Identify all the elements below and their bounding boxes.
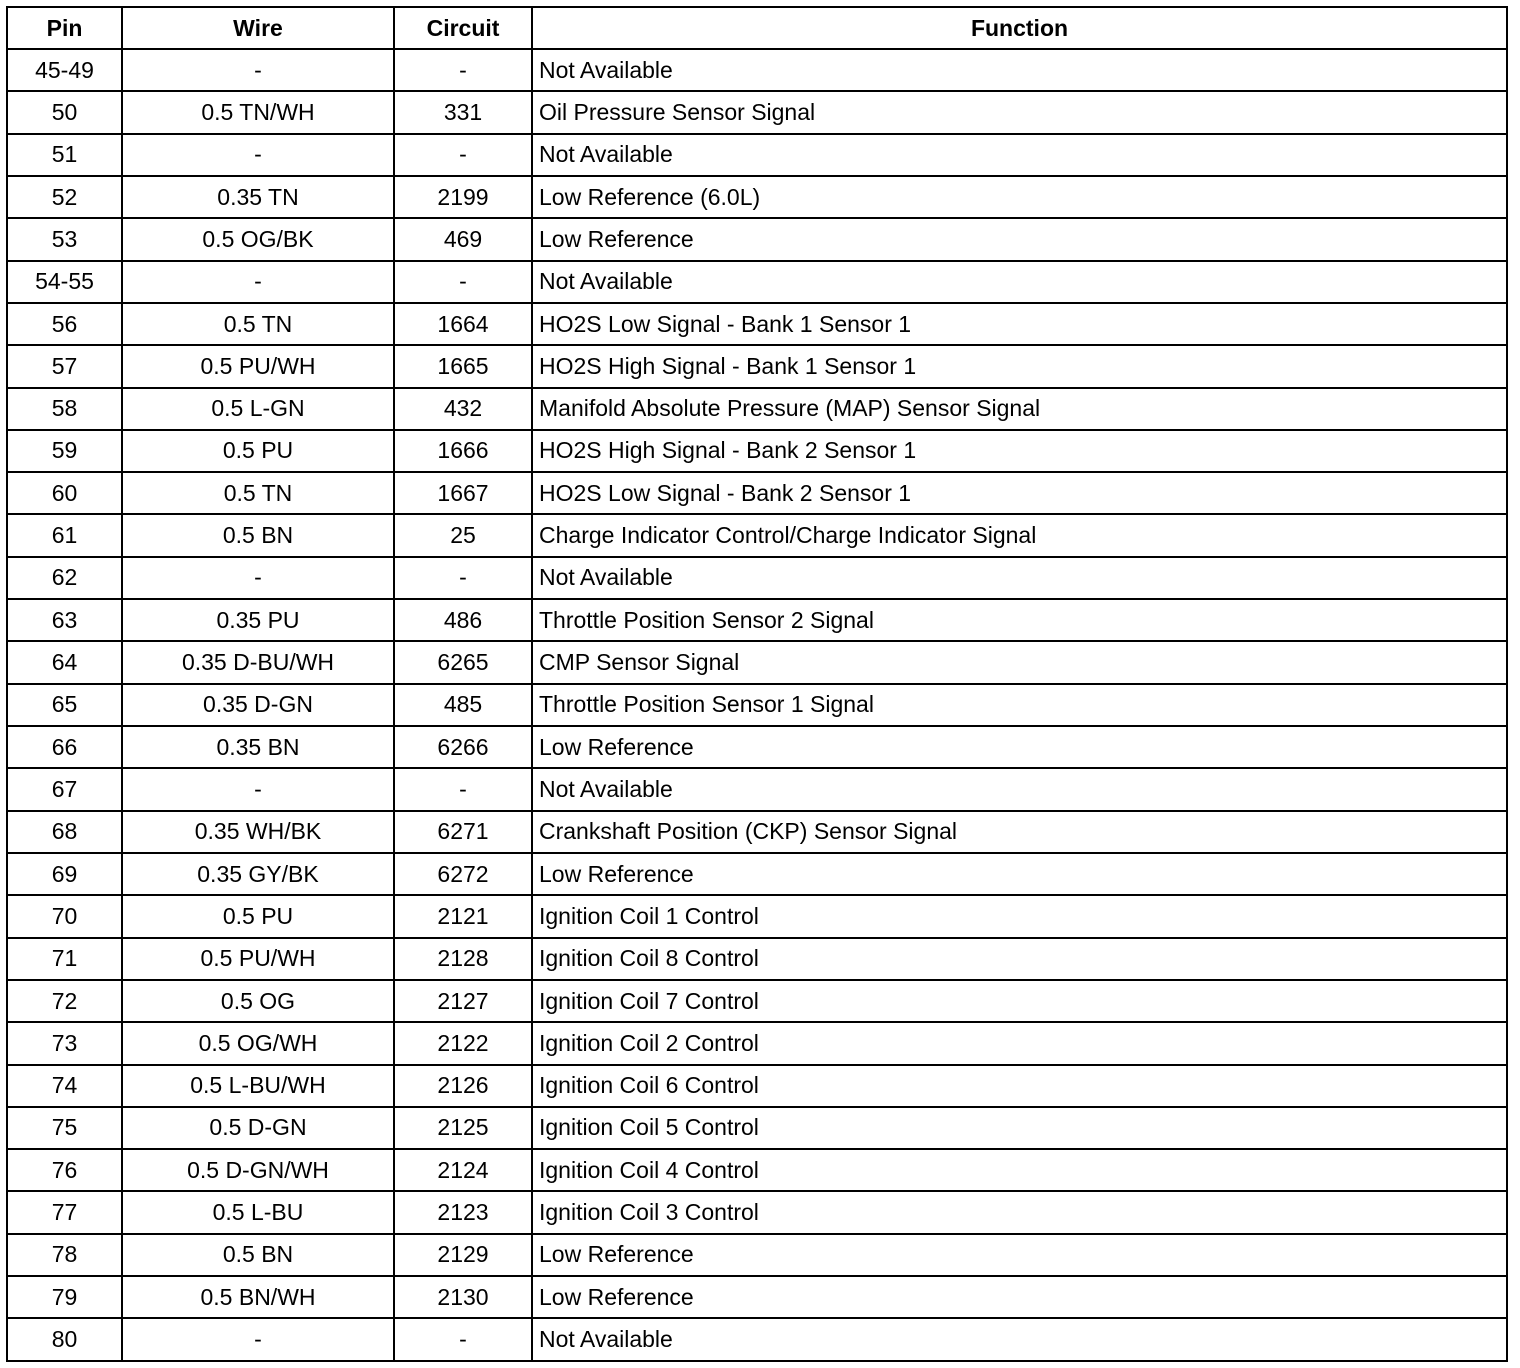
function-cell: Low Reference [532, 1276, 1507, 1318]
circuit-cell: - [394, 49, 532, 91]
wire-cell: 0.35 TN [122, 176, 394, 218]
circuit-cell: 432 [394, 388, 532, 430]
pinout-sheet [6, 6, 1508, 1362]
pin-cell: 54-55 [7, 261, 122, 303]
function-cell: Throttle Position Sensor 1 Signal [532, 684, 1507, 726]
header-row [7, 7, 1507, 49]
circuit-cell: 6266 [394, 726, 532, 768]
wire-cell: - [122, 1318, 394, 1361]
pin-cell: 64 [7, 641, 122, 683]
pin-cell: 77 [7, 1191, 122, 1233]
table-body [7, 49, 1507, 1361]
table-row [7, 1318, 1507, 1361]
pin-cell: 63 [7, 599, 122, 641]
pin-cell: 80 [7, 1318, 122, 1361]
function-cell: Low Reference [532, 218, 1507, 260]
circuit-cell: 2127 [394, 980, 532, 1022]
table-row [7, 303, 1507, 345]
wire-cell: 0.5 L-BU/WH [122, 1065, 394, 1107]
pin-cell: 68 [7, 811, 122, 853]
wire-cell: 0.5 PU/WH [122, 938, 394, 980]
circuit-cell: - [394, 557, 532, 599]
table-row [7, 557, 1507, 599]
wire-cell: - [122, 49, 394, 91]
circuit-cell: 469 [394, 218, 532, 260]
wire-cell: 0.5 PU [122, 895, 394, 937]
table-row [7, 176, 1507, 218]
wire-cell: 0.5 BN/WH [122, 1276, 394, 1318]
pin-cell: 73 [7, 1022, 122, 1064]
circuit-cell: 2123 [394, 1191, 532, 1233]
wire-cell: 0.35 BN [122, 726, 394, 768]
wire-cell: - [122, 557, 394, 599]
wire-cell: 0.5 PU [122, 430, 394, 472]
circuit-cell: 1666 [394, 430, 532, 472]
function-cell: Ignition Coil 1 Control [532, 895, 1507, 937]
table-row [7, 430, 1507, 472]
header-function: Function [532, 7, 1507, 49]
table-row [7, 1065, 1507, 1107]
pin-cell: 69 [7, 853, 122, 895]
pin-cell: 72 [7, 980, 122, 1022]
table-row [7, 134, 1507, 176]
pin-cell: 58 [7, 388, 122, 430]
circuit-cell: 6265 [394, 641, 532, 683]
pin-cell: 45-49 [7, 49, 122, 91]
wire-cell: 0.5 BN [122, 1234, 394, 1276]
circuit-cell: 2129 [394, 1234, 532, 1276]
wire-cell: - [122, 134, 394, 176]
function-cell: Not Available [532, 134, 1507, 176]
table-row [7, 345, 1507, 387]
pin-cell: 51 [7, 134, 122, 176]
function-cell: Ignition Coil 8 Control [532, 938, 1507, 980]
pin-cell: 71 [7, 938, 122, 980]
function-cell: Crankshaft Position (CKP) Sensor Signal [532, 811, 1507, 853]
function-cell: Not Available [532, 49, 1507, 91]
pin-cell: 66 [7, 726, 122, 768]
circuit-cell: 2122 [394, 1022, 532, 1064]
pin-cell: 79 [7, 1276, 122, 1318]
table-row [7, 726, 1507, 768]
circuit-cell: 2130 [394, 1276, 532, 1318]
pin-cell: 57 [7, 345, 122, 387]
table-row [7, 811, 1507, 853]
table-row [7, 1022, 1507, 1064]
table-row [7, 1234, 1507, 1276]
pin-cell: 78 [7, 1234, 122, 1276]
pin-cell: 60 [7, 472, 122, 514]
table-row [7, 514, 1507, 556]
pin-cell: 52 [7, 176, 122, 218]
circuit-cell: 1664 [394, 303, 532, 345]
pin-cell: 67 [7, 768, 122, 810]
function-cell: HO2S High Signal - Bank 1 Sensor 1 [532, 345, 1507, 387]
function-cell: Ignition Coil 7 Control [532, 980, 1507, 1022]
table-row [7, 91, 1507, 133]
table-row [7, 388, 1507, 430]
wire-cell: 0.5 PU/WH [122, 345, 394, 387]
wire-cell: 0.5 TN [122, 472, 394, 514]
circuit-cell: 25 [394, 514, 532, 556]
function-cell: Low Reference [532, 853, 1507, 895]
circuit-cell: 2126 [394, 1065, 532, 1107]
circuit-cell: 2199 [394, 176, 532, 218]
header-circuit: Circuit [394, 7, 532, 49]
pin-cell: 62 [7, 557, 122, 599]
wire-cell: 0.35 D-GN [122, 684, 394, 726]
circuit-cell: 6271 [394, 811, 532, 853]
table-row [7, 641, 1507, 683]
pin-cell: 53 [7, 218, 122, 260]
function-cell: Low Reference [532, 726, 1507, 768]
circuit-cell: 6272 [394, 853, 532, 895]
wire-cell: 0.35 WH/BK [122, 811, 394, 853]
pin-cell: 74 [7, 1065, 122, 1107]
table-row [7, 1107, 1507, 1149]
wire-cell: 0.35 GY/BK [122, 853, 394, 895]
pin-cell: 61 [7, 514, 122, 556]
table-row [7, 938, 1507, 980]
circuit-cell: - [394, 261, 532, 303]
function-cell: Ignition Coil 5 Control [532, 1107, 1507, 1149]
pin-cell: 59 [7, 430, 122, 472]
circuit-cell: 2125 [394, 1107, 532, 1149]
pin-cell: 56 [7, 303, 122, 345]
wire-cell: - [122, 768, 394, 810]
table-row [7, 768, 1507, 810]
circuit-cell: - [394, 1318, 532, 1361]
function-cell: Ignition Coil 6 Control [532, 1065, 1507, 1107]
circuit-cell: 1665 [394, 345, 532, 387]
pin-cell: 75 [7, 1107, 122, 1149]
pin-cell: 50 [7, 91, 122, 133]
circuit-cell: 1667 [394, 472, 532, 514]
wire-cell: 0.5 TN [122, 303, 394, 345]
function-cell: Ignition Coil 2 Control [532, 1022, 1507, 1064]
circuit-cell: - [394, 134, 532, 176]
header-pin: Pin [7, 7, 122, 49]
table-row [7, 1191, 1507, 1233]
function-cell: Throttle Position Sensor 2 Signal [532, 599, 1507, 641]
table-row [7, 1149, 1507, 1191]
pin-cell: 65 [7, 684, 122, 726]
wire-cell: 0.5 L-BU [122, 1191, 394, 1233]
circuit-cell: 331 [394, 91, 532, 133]
table-header [7, 7, 1507, 49]
table-row [7, 218, 1507, 260]
function-cell: Not Available [532, 768, 1507, 810]
table-row [7, 980, 1507, 1022]
function-cell: Not Available [532, 261, 1507, 303]
table-row [7, 853, 1507, 895]
table-row [7, 684, 1507, 726]
circuit-cell: 2128 [394, 938, 532, 980]
wire-cell: 0.5 BN [122, 514, 394, 556]
wire-cell: 0.35 PU [122, 599, 394, 641]
wire-cell: 0.5 L-GN [122, 388, 394, 430]
table-row [7, 472, 1507, 514]
wire-cell: 0.5 OG/BK [122, 218, 394, 260]
function-cell: HO2S High Signal - Bank 2 Sensor 1 [532, 430, 1507, 472]
function-cell: Charge Indicator Control/Charge Indicator Signal [532, 514, 1507, 556]
function-cell: CMP Sensor Signal [532, 641, 1507, 683]
wire-cell: 0.5 OG/WH [122, 1022, 394, 1064]
circuit-cell: 2124 [394, 1149, 532, 1191]
wire-cell: 0.5 OG [122, 980, 394, 1022]
circuit-cell: 486 [394, 599, 532, 641]
function-cell: Not Available [532, 1318, 1507, 1361]
table-row [7, 599, 1507, 641]
wire-cell: 0.35 D-BU/WH [122, 641, 394, 683]
wire-cell: 0.5 D-GN [122, 1107, 394, 1149]
wire-cell: - [122, 261, 394, 303]
function-cell: Manifold Absolute Pressure (MAP) Sensor Signal [532, 388, 1507, 430]
wire-cell: 0.5 TN/WH [122, 91, 394, 133]
table-row [7, 49, 1507, 91]
pin-cell: 76 [7, 1149, 122, 1191]
circuit-cell: - [394, 768, 532, 810]
function-cell: Not Available [532, 557, 1507, 599]
table-row [7, 1276, 1507, 1318]
function-cell: HO2S Low Signal - Bank 1 Sensor 1 [532, 303, 1507, 345]
table-row [7, 261, 1507, 303]
wire-cell: 0.5 D-GN/WH [122, 1149, 394, 1191]
function-cell: Oil Pressure Sensor Signal [532, 91, 1507, 133]
function-cell: Ignition Coil 4 Control [532, 1149, 1507, 1191]
circuit-cell: 485 [394, 684, 532, 726]
table-row [7, 895, 1507, 937]
function-cell: Ignition Coil 3 Control [532, 1191, 1507, 1233]
pin-cell: 70 [7, 895, 122, 937]
header-wire: Wire [122, 7, 394, 49]
connector-pinout-table [6, 6, 1508, 1362]
function-cell: Low Reference (6.0L) [532, 176, 1507, 218]
function-cell: Low Reference [532, 1234, 1507, 1276]
function-cell: HO2S Low Signal - Bank 2 Sensor 1 [532, 472, 1507, 514]
circuit-cell: 2121 [394, 895, 532, 937]
